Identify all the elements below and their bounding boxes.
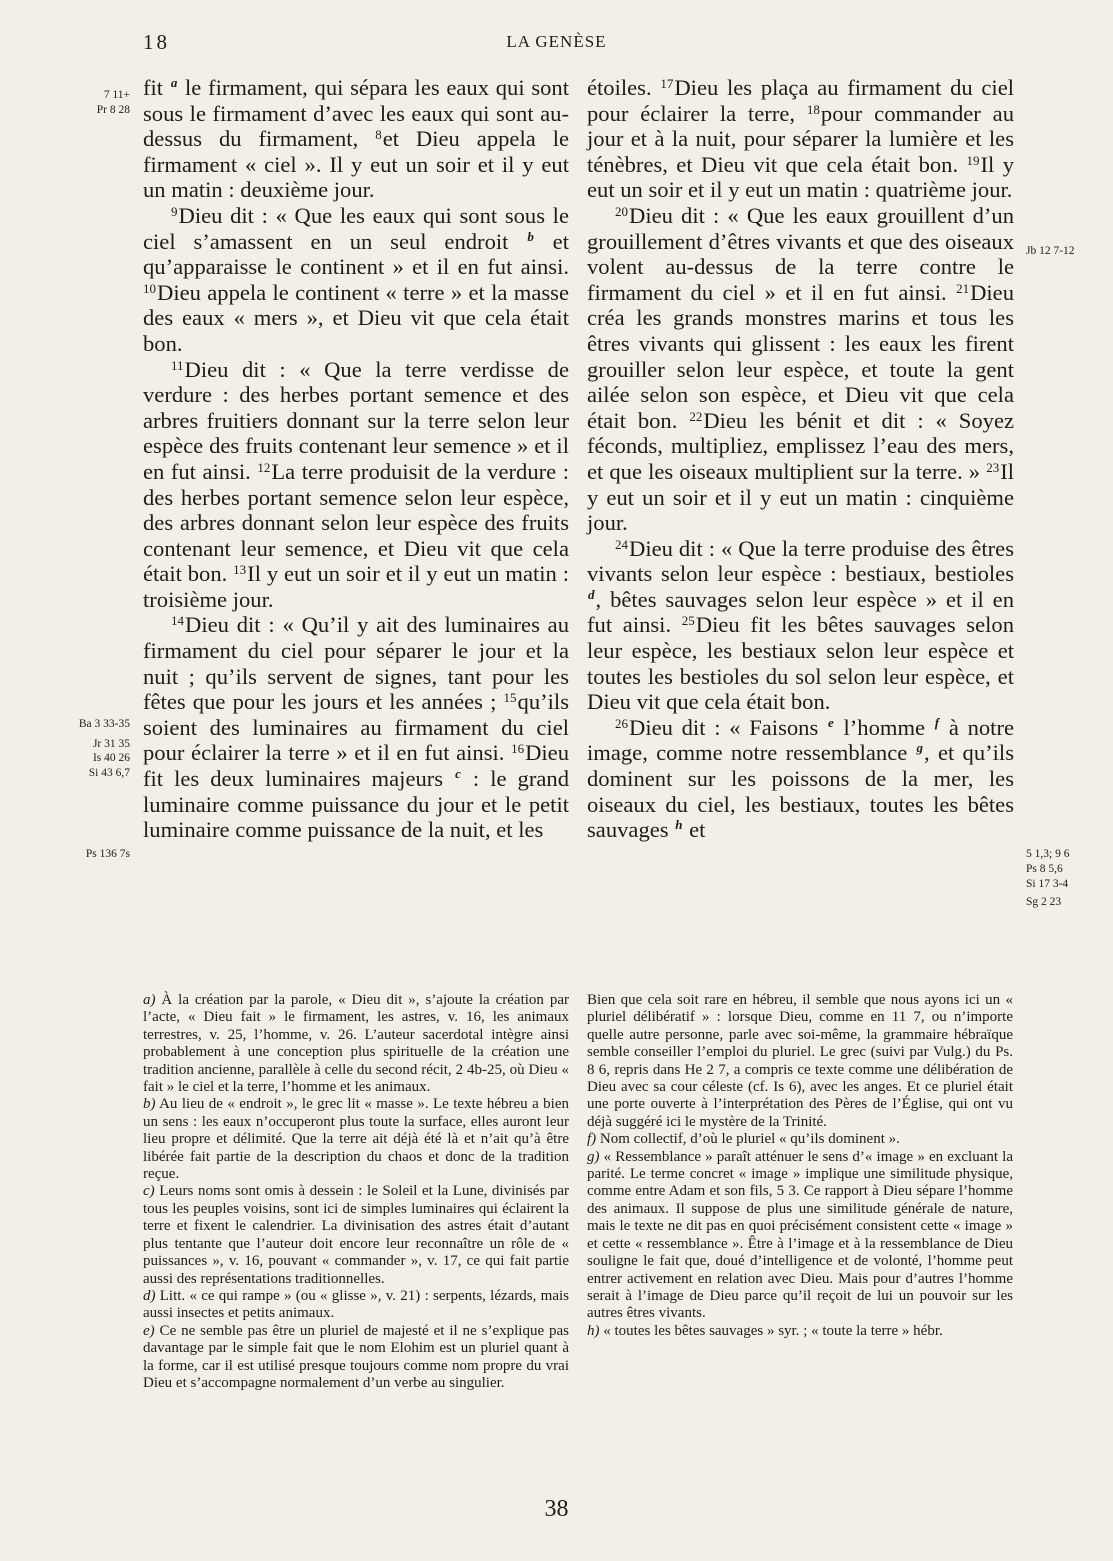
verse-text: Il y eut un soir et il y eut un matin : troisième jour.	[143, 561, 569, 612]
footnote-marker: f	[934, 714, 940, 730]
verse-paragraph	[587, 715, 1014, 843]
verse-text: à notre image, comme notre ressemblance	[587, 714, 1015, 766]
verse-paragraph	[587, 536, 1014, 715]
verse-text: La terre produisit de la verdure : des herbes portant semence selon leur espèce, des arbres donnant selon leur espèce des fruits contenant leur semence, et Dieu vit que cela était bon.	[143, 458, 569, 587]
footnote-label: h)	[587, 1322, 600, 1339]
footnote	[143, 992, 569, 1096]
verse-number: 21	[956, 280, 970, 296]
footnote-marker: c	[455, 766, 461, 782]
footnote-text: Litt. « ce qui rampe » (ou « glisse », v. 21) : serpents, lézards, mais aussi insectes et petits animaux.	[143, 1287, 569, 1322]
footnote-marker: g	[916, 740, 924, 756]
verse-paragraph	[587, 203, 1014, 536]
footnote-label: f)	[587, 1131, 597, 1148]
verse-text: Dieu dit : « Que la terre produise des êtres vivants selon leur espèce : bestiaux, bestioles	[587, 535, 1014, 587]
verse-number: 20	[615, 203, 628, 219]
margin-ref: Ba 3 33-35	[78, 718, 130, 730]
verse-paragraph	[143, 357, 569, 613]
footnote	[587, 992, 1013, 1131]
footnote-text: « toutes les bêtes sauvages » syr. ; « toute la terre » hébr.	[599, 1322, 943, 1339]
margin-ref: Si 17 3-4	[1026, 878, 1069, 890]
verse-text: Dieu créa les grands monstres marins et tous les êtres vivants qui glissent : les eaux les firent grouiller selon leur espèce, et toute la gent ailée selon son espèce, et Dieu vit que cela était bon.	[587, 279, 1014, 433]
verse-number: 9	[171, 203, 178, 219]
verse-text: l’homme	[834, 714, 934, 740]
margin-ref: 5 1,3; 9 6	[1026, 848, 1070, 860]
folio-number: 38	[544, 1496, 569, 1522]
footnote-marker: h	[675, 817, 683, 833]
verse-text: Dieu dit : « Qu’il y ait des luminaires au firmament du ciel pour séparer le jour et la nuit ; qu’ils servent de signes, tant pour les fêtes que pour les jours et les années ;	[143, 612, 569, 715]
verse-text: fit	[143, 75, 170, 100]
verse-number: 19	[966, 152, 980, 168]
verse-text: le firmament, qui sépara les eaux qui sont sous le firmament d’avec les eaux qui sont au-dessus du firmament,	[143, 75, 569, 152]
verse-number: 26	[615, 715, 628, 731]
verse-number: 25	[681, 613, 695, 629]
verse-text: Dieu dit : « Que la terre verdisse de verdure : des herbes portant semence et des arbres fruitiers donnant sur la terre selon leur espèce des fruits contenant leur semence » et il en fut ainsi.	[143, 356, 569, 484]
footnote-marker: b	[527, 228, 534, 244]
verse-number: 16	[511, 741, 525, 757]
margin-ref: Si 43 6,7	[88, 767, 130, 779]
verse-paragraph	[143, 75, 569, 203]
verse-text: Dieu fit les deux luminaires majeurs	[143, 740, 569, 792]
footnote-text: Nom collectif, d’où le pluriel « qu’ils dominent ».	[596, 1131, 900, 1148]
footnote-label: g)	[587, 1148, 600, 1165]
verse-text: Il y eut un soir et il y eut un matin : quatrième jour.	[587, 151, 1014, 203]
footnote-label: a)	[143, 992, 156, 1008]
verse-text: et qu’apparaisse le continent » et il en fut ainsi.	[143, 228, 569, 280]
margin-ref: Pr 8 28	[96, 104, 130, 116]
running-title: LA GENÈSE	[506, 32, 607, 51]
verse-text: Il y eut un soir et il y eut un matin : cinquième jour.	[587, 458, 1014, 536]
footnote	[143, 1183, 569, 1287]
footnote	[587, 1149, 1013, 1323]
footnote-text: Leurs noms sont omis à dessein : le Soleil et la Lune, divinisés par tous les peuples voisins, sont ici de simples luminaires qui éclairent la terre et fixent le calendrier. La divinisation des astres était d’autant plus tentante que l’auteur doit encore leur reconnaître un rôle de « puissances », v. 16, pouvant « commander », v. 17, ce qui fait partie aussi des représentations traditionnelles.	[143, 1183, 569, 1287]
verse-text: : le grand luminaire comme puissance du jour et le petit luminaire comme puissance de la nuit, et les	[143, 766, 569, 843]
footnote-label: d)	[143, 1287, 156, 1304]
main-text-right-column	[587, 75, 1014, 843]
margin-ref: Ps 8 5,6	[1026, 863, 1063, 875]
footnote-text: Bien que cela soit rare en hébreu, il semble que nous ayons ici un « pluriel délibératif » : lorsque Dieu, comme en 11 7, ou n’importe quelle autre personne, parle avec soi-même, la grammaire hébraïque semble conseiller l’emploi du pluriel. Le grec (suivi par Vulg.) du Ps. 8 6, repris dans He 2 7, a compris ce texte comme une délibération de Dieu avec sa cour céleste (cf. Is 6), avec les anges. Et ce pluriel était une porte ouverte à l’interprétation des Pères de l’Église, qui ont vu déjà suggéré ici le mystère de la Trinité.	[587, 992, 1013, 1130]
footnote-marker: e	[827, 714, 834, 730]
margin-ref: Jr 31 35	[92, 738, 130, 750]
verse-text: , bêtes sauvages selon leur espèce » et il en fut ainsi.	[587, 586, 1014, 638]
verse-number: 13	[233, 562, 247, 578]
verse-number: 15	[503, 690, 517, 706]
margin-ref: 7 11+	[103, 89, 130, 101]
footnote	[143, 1288, 569, 1323]
verse-number: 23	[986, 459, 1000, 475]
verse-number: 22	[689, 408, 703, 424]
verse-text: et Dieu appela le firmament « ciel ». Il y eut un soir et il y eut un matin : deuxième jour.	[143, 126, 570, 203]
verse-number: 14	[171, 613, 184, 629]
footnote	[143, 1096, 569, 1183]
verse-number: 10	[143, 280, 156, 296]
verse-text: qu’ils soient des luminaires au firmament du ciel pour éclairer la terre » et il en fut ainsi.	[143, 689, 569, 766]
footnote	[587, 1323, 1013, 1340]
verse-text: Dieu dit : « Que les eaux qui sont sous le ciel s’amassent en un seul endroit	[143, 202, 569, 254]
verse-text: Dieu dit : « Que les eaux grouillent d’un grouillement d’êtres vivants et que des oiseaux volent au-dessus de la terre contre le firmament du ciel » et il en fut ainsi.	[587, 202, 1014, 305]
verse-number: 8	[375, 127, 382, 143]
margin-ref: Is 40 26	[92, 752, 130, 764]
page-number: 18	[143, 30, 170, 54]
verse-text: étoiles.	[587, 75, 661, 100]
margin-ref: Ps 136 7s	[85, 848, 130, 860]
footnote-marker: a	[170, 75, 178, 90]
footnote-text: À la création par la parole, « Dieu dit », s’ajoute la création par l’acte, « Dieu fait » le firmament, les astres, v. 16, les animaux terrestres, v. 25, l’homme, v. 26. L’auteur sacerdotal intègre ainsi probablement à une conception plus spirituelle de la création une tradition ancienne, parallèle à celle du second récit, 2 4b-25, où Dieu « fait » le ciel et la terre, l’homme et les animaux.	[143, 992, 569, 1096]
verse-text: Dieu appela le continent « terre » et la masse des eaux « mers », et Dieu vit que cela était bon.	[143, 279, 569, 356]
verse-number: 18	[806, 101, 820, 117]
verse-number: 11	[171, 357, 184, 373]
margin-ref: Jb 12 7-12	[1026, 245, 1075, 257]
verse-number: 12	[257, 459, 271, 475]
verse-text: Dieu dit : « Faisons	[629, 714, 827, 740]
verse-paragraph	[143, 612, 569, 842]
footnote	[587, 1131, 1013, 1148]
verse-text: , et qu’ils dominent sur les poissons de la mer, les oiseaux du ciel, les bestiaux, toutes les bêtes sauvages	[587, 740, 1014, 843]
footnote-text: Ce ne semble pas être un pluriel de majesté et il ne s’explique pas davantage par le simple fait que le nom Elohim est un pluriel quant à la forme, car il est utilisé presque toujours comme nom propre du vrai Dieu et s’accompagne normalement d’un verbe au singulier.	[143, 1322, 569, 1391]
verse-text: pour commander au jour et à la nuit, pour séparer la lumière et les ténèbres, et Dieu vit que cela était bon.	[587, 100, 1015, 177]
footnote-label: e)	[143, 1322, 155, 1339]
verse-text: Dieu les bénit et dit : « Soyez féconds, multipliez, emplissez l’eau des mers, et que les oiseaux multiplient sur la terre. »	[587, 407, 1014, 484]
footnotes-right-column	[587, 992, 1013, 1340]
main-text-left-column	[143, 75, 569, 843]
footnote	[143, 1323, 569, 1393]
verse-text: Dieu fit les bêtes sauvages selon leur espèce, les bestiaux selon leur espèce et toutes les bestioles du sol selon leur espèce, et Dieu vit que cela était bon.	[587, 612, 1014, 715]
verse-paragraph	[587, 75, 1014, 203]
margin-ref: Sg 2 23	[1026, 896, 1062, 908]
footnote-marker: d	[588, 586, 595, 602]
footnote-label: b)	[143, 1096, 156, 1113]
verse-paragraph	[143, 203, 569, 357]
verse-text: Dieu les plaça au firmament du ciel pour éclairer la terre,	[587, 75, 1015, 126]
footnote-text: Au lieu de « endroit », le grec lit « masse ». Le texte hébreu a bien un sens : les eaux n’occuperont plus toute la surface, elles auront leur lieu propre et délimité. Que la terre ait déjà été là et n’ait qu’à être libérée fait partie de la description du chaos et donc de la tradition reçue.	[143, 1096, 569, 1183]
verse-number: 17	[660, 76, 674, 91]
footnote-label: c)	[143, 1183, 155, 1200]
footnote-text: « Ressemblance » paraît atténuer le sens d’« image » en excluant la parité. Le terme concret « image » implique une similitude physique, comme entre Adam et son fils, 5 3. Ce rapport à Dieu sépare l’homme des animaux. Il suppose de plus une similitude générale de nature, mais le texte ne dit pas en quoi précisément consistent cette « image » et cette « ressemblance ». Être à l’image et à la ressemblance de Dieu souligne le fait que, doué d’intelligence et de volonté, l’homme peut entrer activement en relation avec Dieu. Mais pour d’autres l’homme serait à l’image de Dieu parce qu’il reçoit de lui un pouvoir sur les autres êtres vivants.	[587, 1148, 1013, 1322]
footnotes-left-column	[143, 992, 569, 1392]
verse-text: et	[683, 817, 706, 843]
verse-number: 24	[615, 536, 628, 552]
